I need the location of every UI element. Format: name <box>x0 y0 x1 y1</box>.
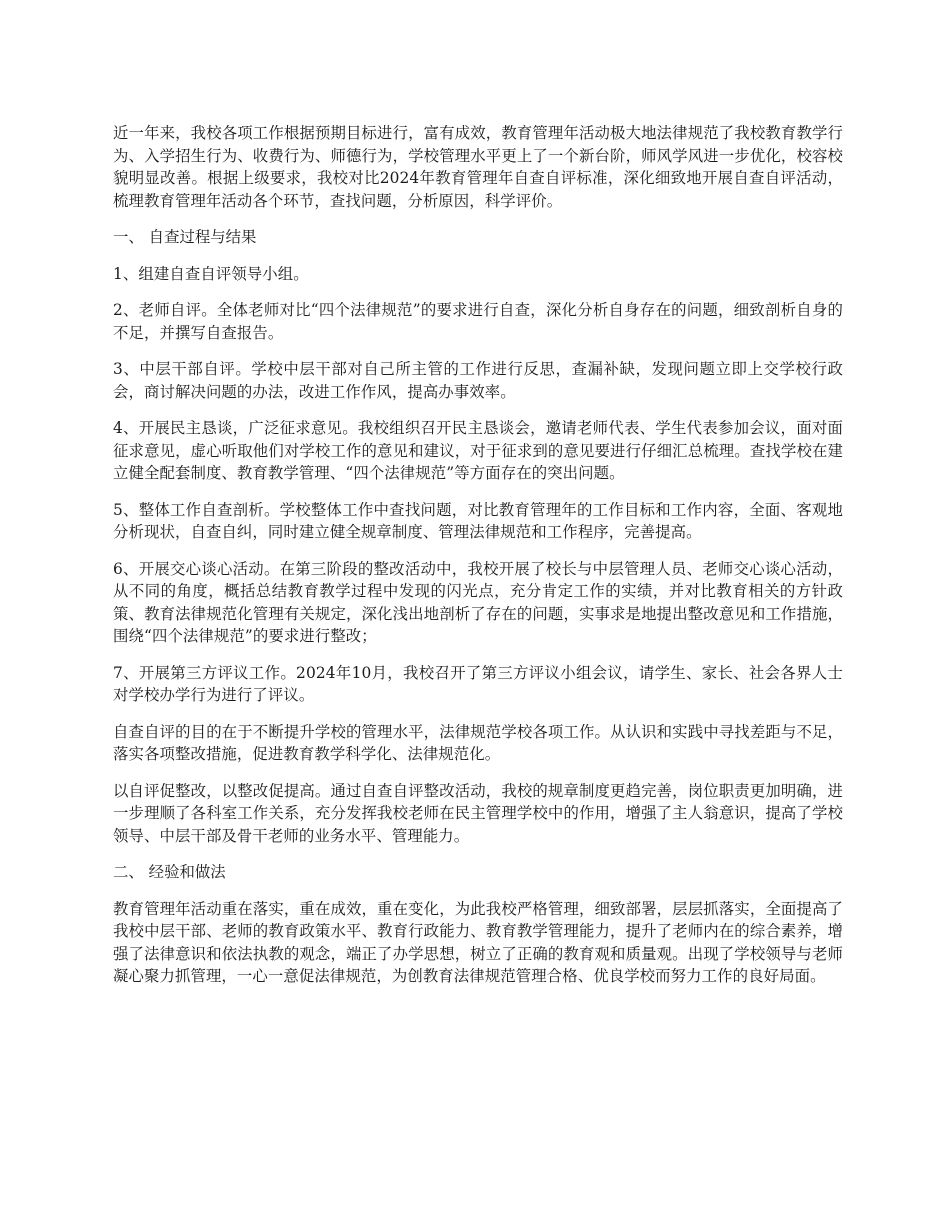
summary-paragraph-2: 以自评促整改，以整改促提高。通过自查自评整改活动，我校的规章制度更趋完善，岗位职责更加明确，进一步理顺了各科室工作关系，充分发挥我校老师在民主管理学校中的作用，增强了主人翁意识，提高了学校领导、中层干部及骨干老师的业务水平、管理能力。 <box>113 781 843 845</box>
summary-paragraph-1: 自查自评的目的在于不断提升学校的管理水平，法律规范学校各项工作。从认识和实践中寻找差距与不足，落实各项整改措施，促进教育教学科学化、法律规范化。 <box>113 722 843 763</box>
section-heading-2: 二、 经验和做法 <box>113 863 226 881</box>
list-item-1: 1、组建自查自评领导小组。 <box>113 264 309 283</box>
list-item-4: 4、开展民主恳谈，广泛征求意见。我校组织召开民主恳谈会，邀请老师代表、学生代表参加会议，面对面征求意见，虚心听取他们对学校工作的意见和建议，对于征求到的意见要进行仔细汇总梳理。查找学校在建立健全配套制度、教育教学管理、“四个法律规范”等方面存在的突出问题。 <box>113 419 843 482</box>
list-item-2: 2、老师自评。全体老师对比“四个法律规范”的要求进行自查，深化分析自身存在的问题，细致剖析自身的不足，并撰写自查报告。 <box>113 301 843 342</box>
document-body <box>113 122 843 1002</box>
section-heading-1: 一、 自查过程与结果 <box>113 228 257 246</box>
list-item-7: 7、开展第三方评议工作。2024年10月，我校召开了第三方评议小组会议，请学生、家长、社会各界人士对学校办学行为进行了评议。 <box>113 663 843 704</box>
list-item-6: 6、开展交心谈心活动。在第三阶段的整改活动中，我校开展了校长与中层管理人员、老师交心谈心活动，从不同的角度，概括总结教育教学过程中发现的闪光点，充分肯定工作的实绩，并对比教育相关的方针政策、教育法律规范化管理有关规定，深化浅出地剖析了存在的问题，实事求是地提出整改意见和工作措施，围绕“四个法律规范”的要求进行整改； <box>113 559 843 645</box>
list-item-5: 5、整体工作自查剖析。学校整体工作中查找问题，对比教育管理年的工作目标和工作内容，全面、客观地分析现状，自查自纠，同时建立健全规章制度、管理法律规范和工作程序，完善提高。 <box>113 500 843 541</box>
intro-paragraph: 近一年来，我校各项工作根据预期目标进行，富有成效，教育管理年活动极大地法律规范了我校教育教学行为、入学招生行为、收费行为、师德行为，学校管理水平更上了一个新台阶，师风学风进一步优化，校容校貌明显改善。根据上级要求，我校对比2024年教育管理年自查自评标准，深化细致地开展自查自评活动，梳理教育管理年活动各个环节，查找问题，分析原因，科学评价。 <box>113 124 843 210</box>
list-item-3: 3、中层干部自评。学校中层干部对自己所主管的工作进行反思，查漏补缺，发现问题立即上交学校行政会，商讨解决问题的办法，改进工作作风，提高办事效率。 <box>113 360 843 401</box>
experience-paragraph: 教育管理年活动重在落实，重在成效，重在变化，为此我校严格管理，细致部署，层层抓落实，全面提高了我校中层干部、老师的教育政策水平、教育行政能力、教育教学管理能力，提升了老师内在的综合素养，增强了法律意识和依法执教的观念，端正了办学思想，树立了正确的教育观和质量观。出现了学校领导与老师凝心聚力抓管理，一心一意促法律规范，为创教育法律规范管理合格、优良学校而努力工作的良好局面。 <box>113 899 843 985</box>
